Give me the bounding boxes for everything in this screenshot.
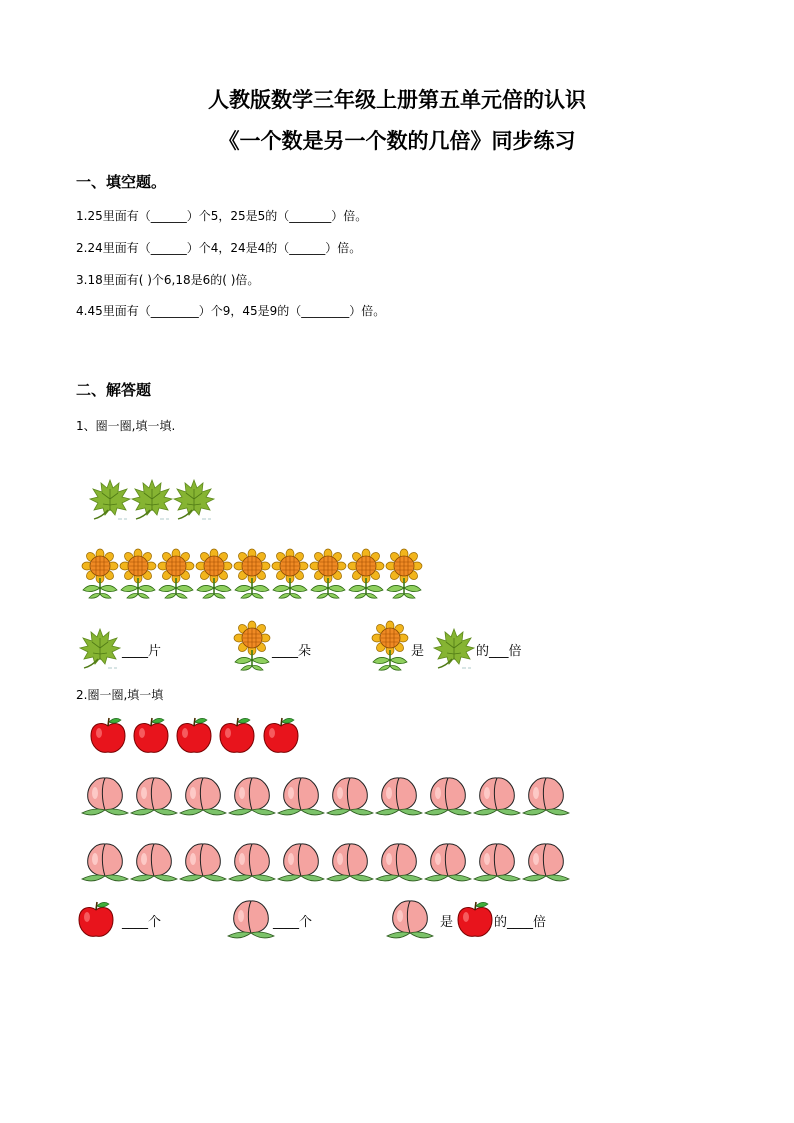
apple-icon [455,900,495,940]
answer-sunflower-count: ____朵 [272,644,312,659]
peach-icon [227,773,277,819]
answer-peach-count: ____个 [273,915,313,930]
question-circle-2-prompt: 2.圈一圈,填一填 [76,688,164,702]
peach-icon [129,773,179,819]
apple-icon [76,900,116,940]
sunflower-icon [232,620,272,672]
apple-icon [217,716,257,756]
answer-times-blank-2: 的____倍 [494,915,547,930]
apple-icon [261,716,301,756]
peach-icon [423,839,473,885]
question-3: 3.18里面有( )个6,18是6的( )倍。 [76,273,260,287]
maple-leaf-icon [88,477,132,521]
page-title: 人教版数学三年级上册第五单元倍的认识 [208,87,586,112]
peach-icon [226,896,276,942]
answer-apple-count: ____个 [122,915,162,930]
question-1: 1.25里面有（______）个5，25是5的（_______）倍。 [76,209,368,223]
apple-icon [88,716,128,756]
peach-icon [325,773,375,819]
sunflower-icon [156,548,196,600]
question-circle-1-prompt: 1、圈一圈,填一填. [76,419,176,433]
page-subtitle: 《一个数是另一个数的几倍》同步练习 [218,128,576,153]
sunflower-icon [346,548,386,600]
sunflower-icon [118,548,158,600]
sunflower-icon [232,548,272,600]
maple-leaf-icon [172,477,216,521]
sunflower-icon [308,548,348,600]
answer-is-label-2: 是 [440,915,454,930]
peach-icon [178,839,228,885]
apple-icon [131,716,171,756]
answer-is-label: 是 [411,644,425,659]
peach-icon [472,773,522,819]
answer-times-blank: 的___倍 [476,644,522,659]
sunflower-icon [80,548,120,600]
peach-icon [276,839,326,885]
answer-leaf-count: ____片 [122,644,162,659]
sunflower-icon [270,548,310,600]
peach-icon [472,839,522,885]
question-4: 4.45里面有（________）个9，45是9的（________）倍。 [76,304,386,318]
peach-icon [374,773,424,819]
peach-icon [227,839,277,885]
peach-icon [423,773,473,819]
sunflower-icon [194,548,234,600]
peach-icon [129,839,179,885]
maple-leaf-icon [130,477,174,521]
peach-icon [178,773,228,819]
peach-icon [521,839,571,885]
peach-icon [325,839,375,885]
peach-icon [374,839,424,885]
sunflower-icon [370,620,410,672]
peach-icon [276,773,326,819]
maple-leaf-icon [432,626,476,670]
peach-icon [521,773,571,819]
sunflower-icon [384,548,424,600]
maple-leaf-icon [78,626,122,670]
section-heading-answer: 二、解答题 [76,381,152,399]
section-heading-fill-blanks: 一、填空题。 [76,173,167,191]
question-2: 2.24里面有（______）个4，24是4的（______）倍。 [76,241,362,255]
peach-icon [80,839,130,885]
peach-icon [80,773,130,819]
peach-icon [385,896,435,942]
apple-icon [174,716,214,756]
